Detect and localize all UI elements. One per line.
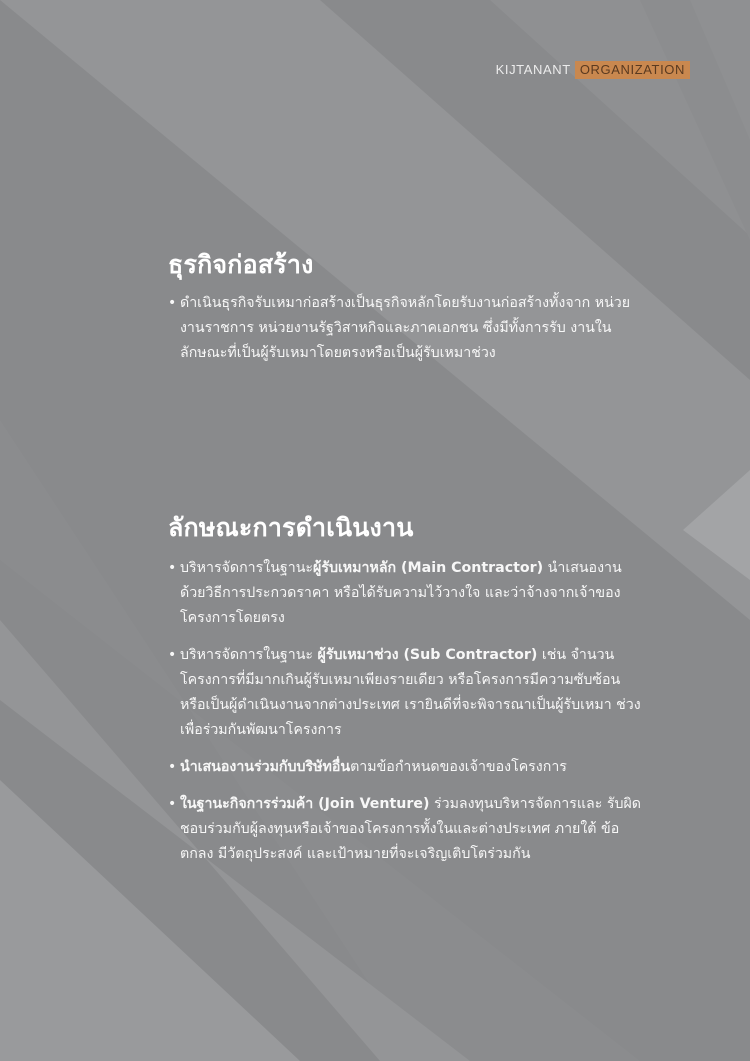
list-item-emphasis: นำเสนองานร่วมกับบริษัทอื่น (180, 759, 351, 775)
bullet-icon: • (168, 647, 177, 663)
list-item (168, 792, 648, 867)
bullet-icon: • (168, 295, 177, 311)
list-item (168, 755, 648, 780)
organization-badge: ORGANIZATION (575, 61, 690, 79)
section-construction-business (168, 249, 648, 366)
bullet-list (168, 556, 648, 867)
list-item-text: ร่วมลงทุนบริหารจัดการและ รับผิดชอบร่วมกับผู้ลงทุนหรือเจ้าของโครงการทั้งในและต่างประเทศ ภายใต้ ข้อตกลง มีวัตถุประสงค์ และเป้าหมายที่จะเจริญเติบโตร่วมกัน (180, 796, 641, 862)
bullet-list (168, 291, 648, 366)
section-title: ธุรกิจก่อสร้าง (168, 250, 314, 279)
bullet-icon: • (168, 759, 177, 775)
brand-name: KIJTANANT (495, 62, 571, 77)
list-item-text: ตามข้อกำหนดของเจ้าของโครงการ (350, 759, 567, 775)
page-header (496, 61, 690, 79)
bullet-icon: • (168, 560, 177, 576)
bullet-icon: • (168, 796, 177, 812)
list-item-text: นำเสนองาน ด้วยวิธีการประกวดราคา หรือได้รับความไว้วางใจ และว่าจ้างจากเจ้าของ โครงการโดยตรง (180, 560, 622, 626)
list-item-text: ดำเนินธุรกิจรับเหมาก่อสร้างเป็นธุรกิจหลักโดยรับงานก่อสร้างทั้งจาก หน่วยงานราชการ หน่วยงานรัฐวิสาหกิจและภาคเอกชน ซึ่งมีทั้งการรับ งานในลักษณะที่เป็นผู้รับเหมาโดยตรงหรือเป็นผู้รับเหมาช่วง (180, 295, 631, 361)
list-item-emphasis: ผู้รับเหมาช่วง (Sub Contractor) (317, 647, 538, 663)
list-item (168, 291, 648, 366)
list-item-text: เช่น จำนวน โครงการที่มีมากเกินผู้รับเหมาเพียงรายเดียว หรือโครงการมีความซับซ้อน หรือเป็นผู้ดำเนินงานจากต่างประเทศ เรายินดีที่จะพิจารณาเป็นผู้รับเหมา ช่วงเพื่อร่วมกันพัฒนาโครงการ (180, 647, 641, 738)
list-item (168, 643, 648, 743)
section-title: ลักษณะการดำเนินงาน (168, 513, 414, 542)
list-item (168, 556, 648, 631)
list-item-text: บริหารจัดการในฐานะ (180, 560, 314, 576)
list-item-emphasis: ผู้รับเหมาหลัก (Main Contractor) (313, 560, 544, 576)
section-operation-characteristics (168, 512, 648, 879)
list-item-emphasis: ในฐานะกิจการร่วมค้า (Join Venture) (180, 796, 430, 812)
list-item-text: บริหารจัดการในฐานะ (180, 647, 318, 663)
